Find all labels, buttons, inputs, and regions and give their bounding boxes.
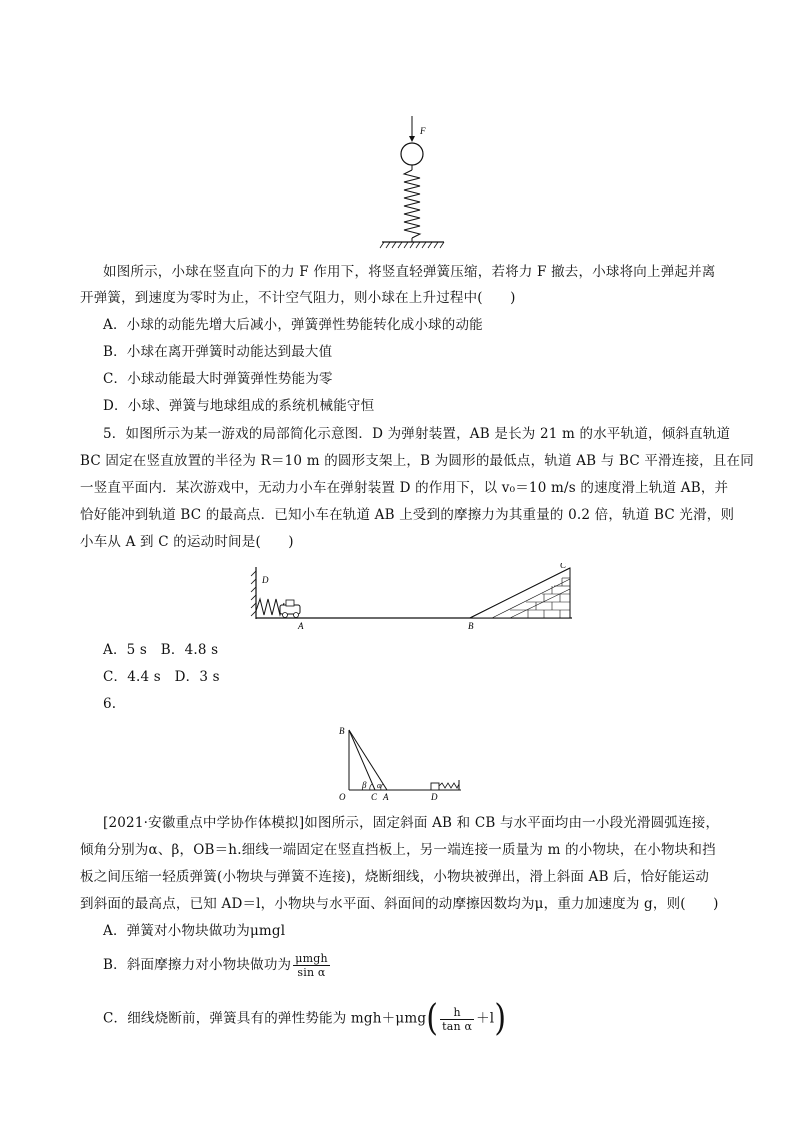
q6-option-b-prefix: B．斜面摩擦力对小物块做功为 <box>103 957 292 973</box>
q4-option-c: C．小球动能最大时弹簧弹性势能为零 <box>103 371 333 387</box>
q5-options-line-1: A．5 s B．4.8 s <box>103 642 219 658</box>
q6-option-c-prefix: C．细线烧断前，弹簧具有的弹性势能为 mgh＋μmg <box>103 1010 427 1027</box>
q6-option-c-denominator: tan α <box>442 1019 473 1033</box>
label-alpha: α <box>377 781 382 790</box>
spring <box>404 170 420 238</box>
ground-hatch <box>380 242 444 248</box>
q5-stem-line-4: 恰好能冲到轨道 BC 的最高点．已知小车在轨道 AB 上受到的摩擦力为其重量的 0.2 倍，轨道 BC 光滑，则 <box>80 507 735 523</box>
label-c: C <box>371 792 378 802</box>
q6-stem-line-2: 倾角分别为α、β，OB＝h.细线一端固定在竖直挡板上，另一端连接一质量为 m 的小物块，在小物块和挡 <box>80 842 716 858</box>
q4-stem-line-1: 如图所示，小球在竖直向下的力 F 作用下，将竖直轻弹簧压缩，若将力 F 撤去，小球将向上弹起并离 <box>103 264 716 280</box>
label-f: F <box>420 126 426 136</box>
q4-option-b: B．小球在离开弹簧时动能达到最大值 <box>103 344 333 360</box>
label-a: A <box>383 792 389 802</box>
figure-ball-spring <box>378 108 458 258</box>
q6-option-b-fraction <box>293 952 330 979</box>
q6-option-b-numerator: μmgh <box>295 952 328 965</box>
q6-stem-line-1: [2021·安徽重点中学协作体模拟]如图所示，固定斜面 AB 和 CB 与水平面均由一小段光滑圆弧连接， <box>103 815 720 831</box>
q4-option-a: A．小球的动能先增大后减小，弹簧弹性势能转化成小球的动能 <box>103 317 483 333</box>
label-d: D <box>262 575 269 585</box>
label-a: A <box>298 621 304 631</box>
q5-stem-line-5: 小车从 A 到 C 的运动时间是( ) <box>80 534 294 550</box>
label-d: D <box>431 792 438 802</box>
figure-launcher-track <box>248 563 578 633</box>
q6-stem-line-4: 到斜面的最高点，已知 AD＝l，小物块与水平面、斜面间的动摩擦因数均为μ，重力加速度为 g，则( ) <box>80 896 719 912</box>
label-b: B <box>339 726 345 736</box>
label-beta: β <box>362 780 367 790</box>
q6-option-c-numerator: h <box>440 1006 474 1020</box>
q4-option-d: D．小球、弹簧与地球组成的系统机械能守恒 <box>103 398 375 414</box>
label-c: C <box>560 563 567 570</box>
q6-number: 6. <box>103 696 117 712</box>
figure-inclines <box>335 722 465 804</box>
q6-option-b-denominator: sin α <box>297 966 326 979</box>
q6-option-b <box>103 952 332 979</box>
ball <box>401 143 423 165</box>
q5-stem-line-2: BC 固定在竖直放置的半径为 R＝10 m 的圆形支架上，B 为圆形的最低点，轨道 AB 与 BC 平滑连接，且在同 <box>80 453 754 469</box>
q5-stem-line-1: 5．如图所示为某一游戏的局部简化示意图．D 为弹射装置，AB 是长为 21 m 的水平轨道，倾斜直轨道 <box>103 426 731 442</box>
block-d <box>431 783 439 790</box>
q6-stem-line-3: 板之间压缩一轻质弹簧(小物块与弹簧不连接)，烧断细线，小物块被弹出，滑上斜面 AB 后，恰好能运动 <box>80 869 710 885</box>
label-o: O <box>339 792 346 802</box>
force-arrowhead <box>409 136 415 142</box>
q6-option-c <box>103 997 507 1040</box>
q6-option-c-suffix: ＋l <box>476 1010 495 1027</box>
toy-car <box>280 600 300 618</box>
q4-stem-line-2: 开弹簧，到速度为零时为止，不计空气阻力，则小球在上升过程中( ) <box>80 290 516 306</box>
q5-stem-line-3: 一竖直平面内．某次游戏中，无动力小车在弹射装置 D 的作用下，以 v₀＝10 m/s 的速度滑上轨道 AB，并 <box>80 480 729 496</box>
q6-option-c-fraction <box>440 1006 474 1033</box>
brick-support <box>470 568 570 618</box>
q6-option-c-right-paren: ) <box>494 997 507 1040</box>
q6-option-c-left-paren: ( <box>426 997 439 1040</box>
incline-ab <box>349 730 387 790</box>
q5-options-line-2: C．4.4 s D．3 s <box>103 669 220 685</box>
block-spring <box>439 783 459 788</box>
label-b: B <box>468 621 474 631</box>
q6-option-a: A．弹簧对小物块做功为μmgl <box>103 923 286 939</box>
